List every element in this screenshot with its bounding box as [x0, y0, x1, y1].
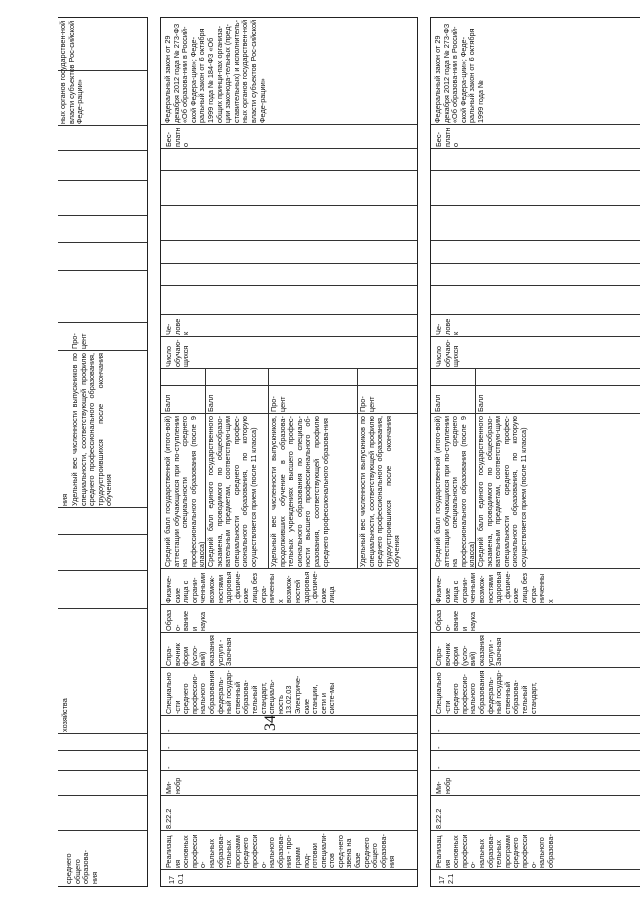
volume-indicator-cell: Число обучаю-щихся [434, 339, 461, 367]
dash-cell: - [434, 729, 443, 732]
content-cell: Специально-сти среднего профессио-нального образования федераль-ный государ-ственный образова-тельный стандарт, специаль-ность 13.02.03 Электриче-ские станции, сети и систе-мы [164, 670, 337, 714]
dash-cell: - [434, 766, 443, 769]
service-name-cell: Реализация основных профессио-нальных образова-тельных программ среднего профессио-нального образова-ния - про-грамм под-готовки специали-стов сред-него звена на базе среднего общего образова-ния [164, 833, 397, 868]
volume-unit-cell: Че-ловек [164, 318, 191, 335]
dash-cell: - [164, 766, 173, 769]
legal-basis-cell: Федеральный закон от 29 декабря 2012 года № 273-ФЗ «Об образова-нии в Россий-ской Федера-ции»; Феде-ральный закон от 6 октября 1999 года № [433, 23, 485, 123]
page-number: 34 [262, 715, 279, 731]
dash-cell: - [434, 746, 443, 749]
quality-indicator-4: Удельный вес численности выпускников по специальности, соответствующей профилю среднего профессионального образования, трудоустроившихся после окончания обучения [358, 416, 402, 567]
legal-basis-cell: Федеральный закон от 29 декабря 2012 года № 273-ФЗ «Об образова-нии в Россий-ской Федера-ции»; Феде-ральный закон от 6 октября 1999 года № 184-ФЗ «Об общих принци-пах организа-ции законода-тельных (пред-ставительных) и исполнитель-ных органов государствен-ной власти субъектов Рос-сийской Феде-рации» [163, 19, 267, 123]
quality-indicator-2: Средний балл единого государственного экзамена, проводимого по общеобразо-вательным предметам, соответствую-щим специальности среднего профес-сионального образования, по которую осуществляется прием (после 11 класса) [206, 416, 258, 567]
activity-area-cell: Образо-вание и наука [434, 609, 478, 631]
quality-unit-1: Балл [433, 394, 442, 412]
ministry-cell: Ми-нобр [434, 777, 452, 794]
consumers-cell: Физиче-ские лица с ограни-ченными возмож-ностями здоровья, физиче-ские лица без огра-ниченных [434, 571, 555, 603]
row-number: 172.1 [437, 873, 455, 884]
quality-unit-2: Балл [476, 394, 485, 412]
table-row-172-1 [430, 17, 640, 887]
consumers-cell: Физиче-ские лица с ограни-ченными возмож-ностями здоровья, физиче-ские лица без огра-ниченных возмож-ностей здоровья, физиче-ские лица [164, 571, 337, 603]
volume-unit-cell: Че-ловек [434, 318, 461, 335]
quality-indicator-3: Удельный вес численности выпускников, продолживших обучение в образова-тельных учреждениях высшего профес-сионального образования по специаль-ности высшего профессионального об-разования, соответствующей профилю среднего профессионального образова-ния [269, 416, 330, 567]
quality-unit-1: Балл [163, 394, 172, 412]
table-row-170-1 [160, 17, 418, 887]
row-number: 170.1 [167, 873, 185, 884]
legal-basis-cell: ных органов государствен-ной власти субъектов Рос-сийской Феде-рации» [58, 20, 85, 124]
indicator-text-cell: Удельный вес численности выпускников по специальности, соответствующей профилю среднего профессионального образования, трудоустроившихся после окончания обучения [70, 353, 114, 506]
quality-indicator-1: Средний балл государственной (итого-вой) аттестации обучающихся при по-ступлении на специальности среднего профессионального образования (после 9 класса) [433, 416, 477, 567]
service-name-cell: среднего общего образова- ния [64, 850, 99, 884]
content-cell: Специально-сти среднего профессио-нального образования федераль-ный государ-ственный образова-тельный стандарт, [434, 670, 538, 714]
indicator-unit-cell: Про- цент [70, 333, 88, 349]
code-cell: 8.22.2 [434, 808, 443, 829]
indicator-cell: ния [60, 493, 69, 506]
quality-unit-2: Балл [206, 394, 215, 412]
paid-free-cell: Бес-платно [434, 127, 461, 147]
volume-indicator-cell: Число обучаю-щихся [164, 339, 191, 367]
content-cell: хозяйства [60, 698, 69, 732]
ministry-cell: Ми-нобр [164, 777, 182, 794]
paid-free-cell: Бес-платно [164, 127, 191, 147]
activity-area-cell: Образо-вание и наука [164, 609, 208, 631]
quality-indicator-1: Средний балл государственной (итого-вой) аттестации обучающихся при по-ступлении на специальности среднего профессионального образования (после 9 класса) [163, 416, 207, 567]
service-type-cell: Спра-вочник форм (усло-вий) оказания услуги - Заочная [434, 635, 504, 666]
service-type-cell: Спра-вочник форм (усло-вий) оказания услуги - Заочная [164, 635, 234, 666]
table-fragment-top [58, 17, 148, 887]
service-name-cell: Реализация основных профессио-нальных образова-тельных программ среднего профессио-нального образова- [434, 834, 555, 868]
dash-cell: - [164, 746, 173, 749]
quality-unit-4: Про- цент [358, 396, 376, 412]
quality-unit-3: Про- цент [269, 396, 287, 412]
dash-cell: - [164, 729, 173, 732]
code-cell: 8.22.2 [164, 808, 173, 829]
quality-indicator-2: Средний балл единого государственного экзамена, проводимого по общеобразо-вательным предметам, соответствую-щим специальности среднего профес-сионального образования, по которую осуществляется прием (после 11 класса) [476, 416, 528, 567]
